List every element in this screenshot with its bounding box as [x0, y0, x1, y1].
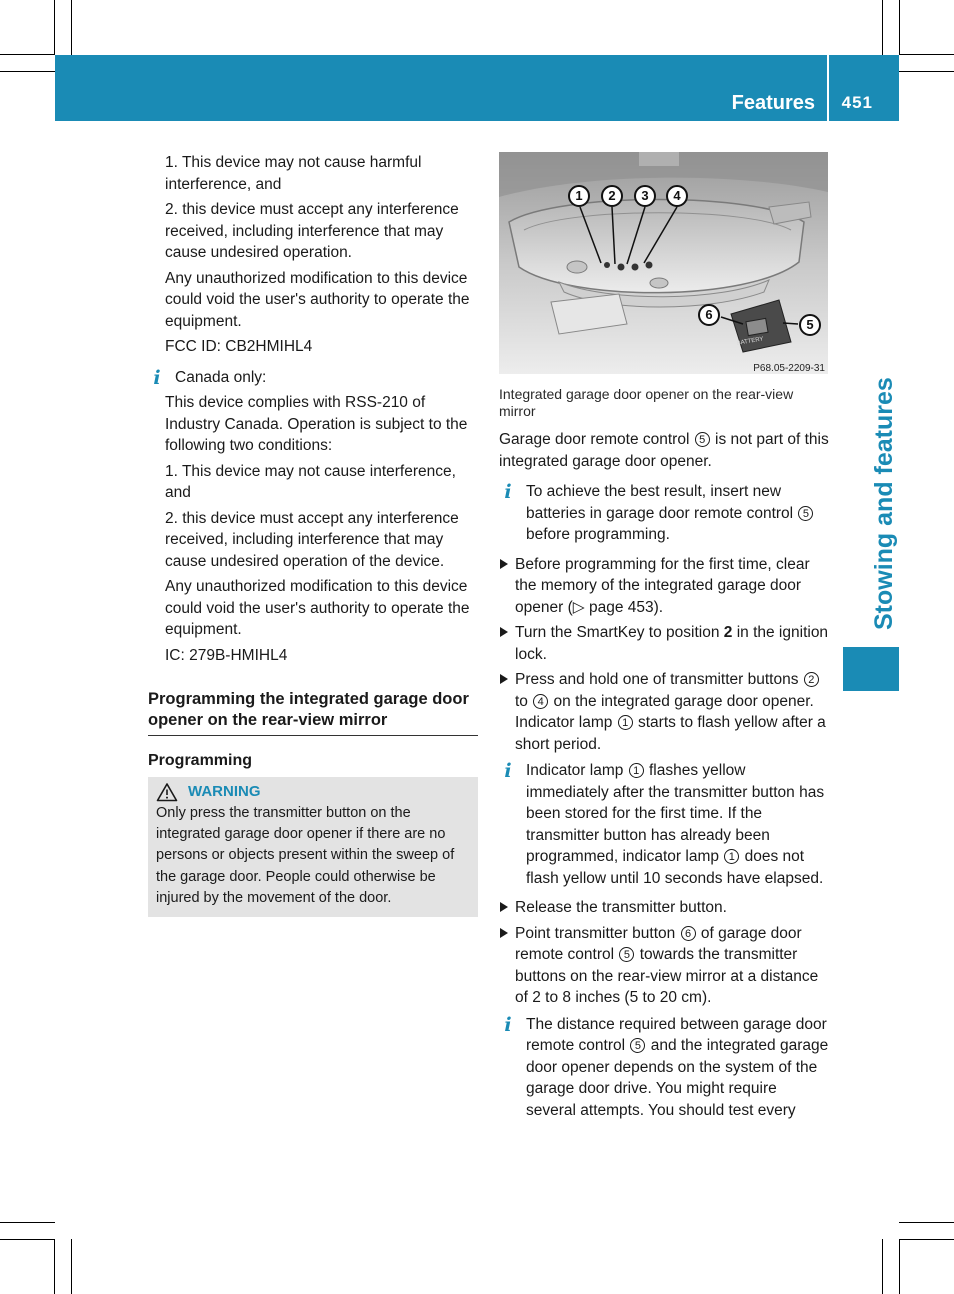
crop-mark — [899, 54, 954, 55]
canada-label: Canada only: — [175, 368, 267, 386]
crop-mark — [0, 1222, 55, 1223]
text-run: flashes yellow immediately after the transmitter button has been stored for the first time. If the transmitter button has already been programmed, indicator lamp — [526, 762, 825, 865]
bold-position: 2 — [723, 624, 733, 641]
sub-heading: Programming — [148, 752, 253, 769]
step-turn-smartkey — [499, 622, 829, 665]
crop-mark — [0, 71, 55, 72]
callout-3: 3 — [634, 185, 656, 207]
page-number: 451 — [841, 93, 873, 112]
text-run: To achieve the best result, insert new batteries in garage door remote control — [526, 483, 798, 522]
info-icon: i — [153, 366, 161, 389]
number-circle: 5 — [695, 432, 710, 447]
info-icon: i — [504, 1013, 512, 1036]
right-column — [499, 152, 829, 1121]
text-run: to — [515, 692, 533, 710]
text-run: Turn the SmartKey to position — [515, 624, 724, 641]
crop-mark — [882, 1239, 883, 1294]
mirror-drawing — [499, 152, 828, 374]
step-press-hold — [499, 669, 829, 755]
canada-text-1: This device complies with RSS-210 of Industry Canada. Operation is subject to the following two conditions: — [165, 394, 468, 454]
image-reference: P68.05-2209-31 — [753, 363, 825, 374]
warning-box — [148, 777, 478, 917]
number-circle: 1 — [629, 763, 644, 778]
intro-paragraph — [499, 429, 829, 472]
crop-mark — [54, 0, 55, 55]
canada-text-2: 1. This device may not cause interference, and — [165, 462, 456, 501]
bullet-arrow-icon — [500, 559, 508, 569]
crop-mark — [71, 0, 72, 55]
text-run: is not part of this integrated garage door opener. — [499, 431, 829, 470]
number-circle: 4 — [533, 694, 548, 709]
header-divider — [827, 55, 829, 121]
crop-mark — [54, 1239, 55, 1294]
fcc-condition-2: 2. this device must accept any interference received, including interference that may cause undesired operation. — [165, 201, 459, 261]
text-run: Garage door remote control — [499, 431, 694, 448]
bullet-arrow-icon — [500, 674, 508, 684]
crop-mark — [882, 0, 883, 55]
callout-4: 4 — [666, 185, 688, 207]
warning-triangle-icon — [156, 782, 178, 802]
crop-mark — [899, 71, 954, 72]
crop-mark — [899, 0, 900, 55]
callout-2: 2 — [601, 185, 623, 207]
device-label-battery: BATTERY — [736, 336, 765, 347]
callout-1: 1 — [568, 185, 590, 207]
canada-info — [148, 367, 478, 389]
left-column — [148, 152, 478, 917]
crop-mark — [0, 54, 55, 55]
text-run: before programming. — [526, 526, 670, 543]
text-run: does not flash yellow until 10 seconds have elapsed. — [526, 848, 824, 887]
text-run: Point transmitter button — [515, 924, 680, 942]
text-run: of garage door remote control — [515, 924, 802, 963]
crop-mark — [0, 1239, 55, 1240]
bullet-arrow-icon — [500, 902, 508, 912]
number-circle: 5 — [630, 1038, 645, 1053]
info-batteries — [499, 481, 829, 546]
text-run: in the ignition lock. — [515, 624, 829, 663]
warning-header — [156, 781, 470, 803]
fcc-id: FCC ID: CB2HMIHL4 — [165, 338, 313, 355]
mirror-illustration — [499, 152, 828, 374]
text-run: starts to flash yellow after a short period. — [515, 714, 826, 753]
number-circle: 1 — [618, 715, 633, 730]
info-indicator-lamp — [499, 760, 829, 889]
number-circle: 2 — [804, 672, 819, 687]
step-release — [499, 897, 829, 919]
figure-caption: Integrated garage door opener on the rear-view mirror — [499, 386, 794, 419]
warning-text: Only press the transmitter button on the integrated garage door opener if there are no persons or objects present within the sweep of the garage door. People could otherwise be injured by the movement of the door. — [156, 805, 455, 906]
bullet-arrow-icon — [500, 627, 508, 637]
text-run: Indicator lamp — [526, 762, 628, 779]
text-run: Press and hold one of transmitter buttons — [515, 671, 803, 688]
canada-text-3: 2. this device must accept any interference received, including interference that may cause undesired operation of the device. — [165, 509, 459, 570]
fcc-modification-note: Any unauthorized modification to this device could void the user's authority to operate the equipment. — [165, 269, 470, 330]
info-icon: i — [504, 760, 512, 782]
section-heading: Programming the integrated garage door opener on the rear-view mirror — [148, 690, 469, 729]
crop-mark — [899, 1239, 954, 1240]
callout-6: 6 — [698, 304, 720, 326]
side-tab-block — [843, 647, 899, 691]
number-circle: 1 — [724, 849, 739, 864]
text-run: and the integrated garage door opener depends on the system of the garage door drive. You might require several attempts. You should test every — [526, 1037, 829, 1119]
side-tab-label: Stowing and features — [870, 377, 898, 630]
text-run: towards the transmitter buttons on the rear-view mirror at a distance of 2 to 8 inches (5 to 20 cm). — [515, 946, 819, 1006]
canada-text-4: Any unauthorized modification to this device could void the user's authority to operate the equipment. — [165, 578, 470, 638]
number-circle: 5 — [798, 506, 813, 521]
fcc-condition-1: 1. This device may not cause harmful interference, and — [165, 154, 422, 193]
number-circle: 5 — [619, 947, 634, 962]
section-divider — [148, 735, 478, 736]
canada-ic: IC: 279B-HMIHL4 — [165, 646, 288, 664]
text-run: on the integrated garage door opener. — [549, 692, 814, 710]
step-clear-memory — [499, 554, 829, 619]
text-run: Before programming for the first time, clear the memory of the integrated garage door opener (▷ page 453). — [515, 555, 810, 616]
text-run: The distance required between garage door remote control — [526, 1015, 827, 1054]
crop-mark — [899, 1222, 954, 1223]
warning-title: WARNING — [188, 783, 261, 800]
number-circle: 6 — [681, 926, 696, 941]
page-header — [55, 55, 899, 121]
crop-mark — [899, 1239, 900, 1294]
section-title: Features — [731, 92, 815, 114]
crop-mark — [71, 1239, 72, 1294]
text-run: Release the transmitter button. — [515, 899, 727, 916]
callout-5: 5 — [799, 314, 821, 336]
text-run: Indicator lamp — [515, 714, 617, 731]
info-distance — [499, 1014, 829, 1122]
info-icon: i — [504, 481, 512, 503]
step-point-transmitter — [499, 923, 829, 1009]
bullet-arrow-icon — [500, 928, 508, 938]
